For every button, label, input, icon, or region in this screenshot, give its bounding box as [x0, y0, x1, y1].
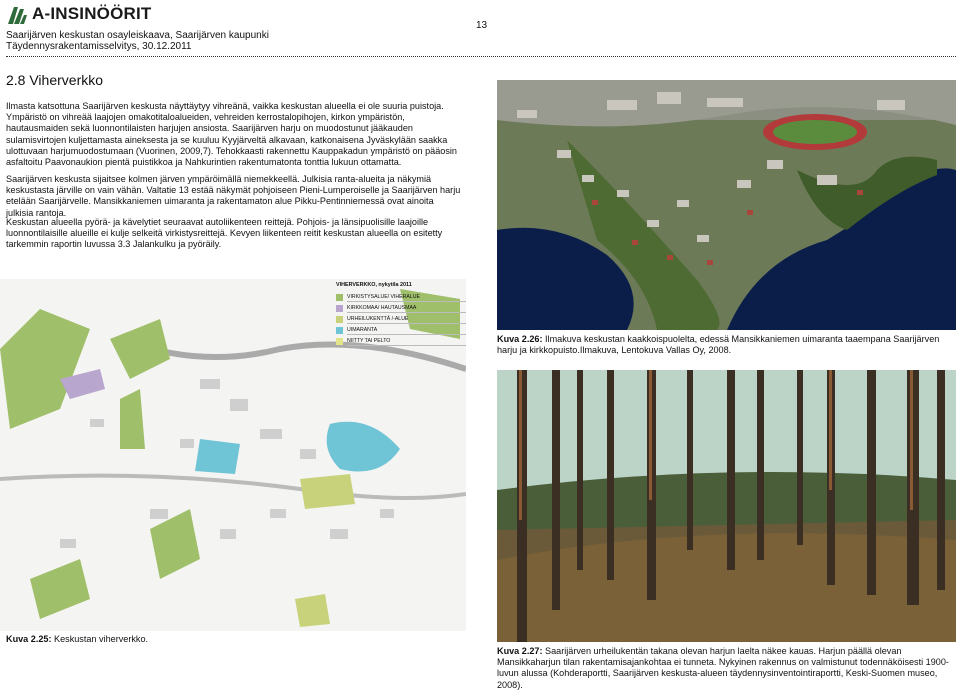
legend-label: UIMARANTA — [347, 327, 466, 335]
legend-label: URHEILUKENTTÄ /-ALUE — [347, 316, 466, 324]
section-title: 2.8 Viherverkko — [6, 72, 104, 88]
legend-swatch — [336, 316, 343, 323]
photo1-caption-text: Ilmakuva keskustan kaakkoispuolelta, edessä Mansikkaniemen uimaranta taaempana Saarijärven harju ja kirkkopuisto.Ilmakuva, Lentokuva Vallas Oy, 2008. — [497, 334, 940, 356]
photo2-caption-text: Saarijärven urheilukentän takana olevan harjun laelta näkee kauas. Harjun päällä olevan Mansikkaharjun tilan rakentamisajankohtaa ei tunneta. Nykyinen rakennus on valmistunut todennäköisesti 1900-luvun alussa (Kohderaportti, Saarijärven keskusta-alueen täydennysinventointiraportti, Keski-Suomen museo, 2008). — [497, 646, 949, 690]
document-title: Saarijärven keskustan osayleiskaava, Saarijärven kaupunki — [6, 30, 269, 41]
legend-item — [336, 325, 466, 336]
forest-photo — [497, 370, 956, 642]
map-legend — [336, 282, 466, 347]
map-caption-label: Kuva 2.25: — [6, 634, 52, 644]
legend-item — [336, 336, 466, 347]
paragraph-2: Saarijärven keskusta sijaitsee kolmen järven ympäröimällä niemekkeellä. Julkisia ranta-alueita ja näkymiä keskustasta järville on vain vähän. Valtatie 13 estää näkymät pohjoiseen Pieni-Lumperoiselle ja Saarijärven harju etelään Saarijärvelle. Mansikkaniemen uimaranta ja rakentamaton alue Pikku-Pentinniemessä ovat ainoita julkisia rantoja. — [6, 174, 461, 218]
photo1-caption-label: Kuva 2.26: — [497, 334, 543, 344]
legend-label: NIITTY TAI PELTO — [347, 338, 466, 346]
legend-item — [336, 314, 466, 325]
paragraph-3: Keskustan alueella pyörä- ja kävelytiet seuraavat autoliikenteen reittejä. Pohjois- ja länsipuolisille laajoille luonnontilaisille alueille ei kulje selkeitä virkistysreittejä. Kevyen liikenteen reitit keskustan alueella on esitetty tarkemmin raportin luvussa 3.3 Jalankulku ja pyöräily. — [6, 217, 443, 250]
legend-item — [336, 303, 466, 314]
photo2-caption — [497, 646, 956, 691]
legend-swatch — [336, 338, 343, 345]
map-caption — [6, 634, 466, 645]
legend-label: VIRKISTYSALUE/ VIHERALUE — [347, 294, 466, 302]
photo1-caption — [497, 334, 956, 356]
paragraph-1: Ilmasta katsottuna Saarijärven keskusta näyttäytyy vihreänä, vaikka keskustan alueella ei ole suuria puistoja. Ympäristö on vihreää laajojen omakotitaloalueiden, vehreiden kerrostalopihojen, kirkon ympäristön, hautausmaiden sekä luonnontilaisten harjujen ansiosta. Saarijärven harju on muodostunut jääkauden sulamisvirtojen kuljettamasta aineksesta ja se kuuluu Kyyjärveltä alkavaan, katkonaisena Jyväskylään saakka ulottuvaan harjumuodostumaan (Vuorinen, 2009,7). Tehokkaasti rakennettu Kauppakadun ympäristö on pääosin asfaltoitu Paavonaukion pientä puistikkoa ja Nahkurintien rakentumatonta tonttia lukuun ottamatta. — [6, 101, 457, 168]
legend-swatch — [336, 305, 343, 312]
map-caption-text: Keskustan viherverkko. — [51, 634, 149, 644]
document-subtitle: Täydennysrakentamisselvitys, 30.12.2011 — [6, 41, 192, 52]
logo-text: A-INSINÖÖRIT — [32, 4, 152, 23]
legend-swatch — [336, 327, 343, 334]
page-number: 13 — [476, 20, 488, 31]
legend-title: VIHERVERKKO, nykytila 2011 — [336, 282, 412, 288]
logo-icon — [6, 5, 28, 25]
legend-swatch — [336, 294, 343, 301]
photo2-caption-label: Kuva 2.27: — [497, 646, 543, 656]
legend-item — [336, 292, 466, 303]
legend-label: KIRKKOMAA/ HAUTAUSMAA — [347, 305, 466, 313]
header-divider — [6, 56, 956, 57]
aerial-photo — [497, 80, 956, 330]
